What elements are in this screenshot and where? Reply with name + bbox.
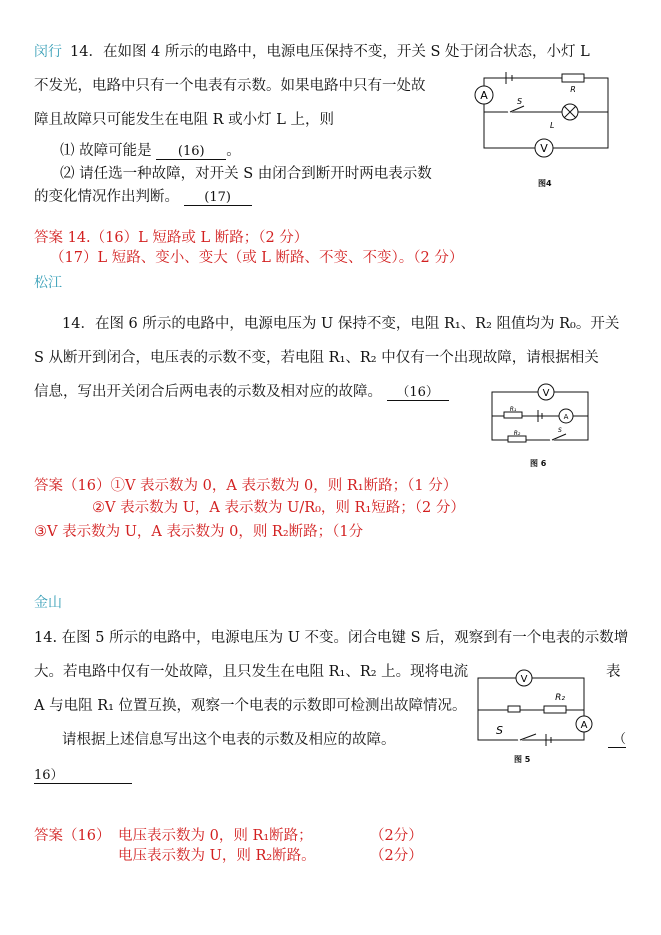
q3-fig-switch-label: S: [496, 724, 503, 737]
q2-fig-ammeter-label: A: [563, 413, 569, 421]
q1-fig-voltmeter-label: V: [540, 142, 548, 155]
q3-blank-open: （: [608, 728, 626, 748]
q3-answer-1: 电压表示数为 0，则 R₁断路；: [118, 828, 313, 844]
q3-line-2-end: 表: [606, 664, 621, 680]
q2-line-2: S 从断开到闭合，电压表的示数不变，若电阻 R₁、R₂ 中仅有一个出现故障，请根据相关: [34, 350, 599, 366]
q2-answer-3: ③V 表示数为 U，A 表示数为 0，则 R₂断路；（1分: [34, 524, 364, 540]
q1-line-4: [60, 139, 241, 160]
q3-answer-2-score: （2分）: [370, 848, 423, 864]
q1-sub1-text: ⑴ 故障可能是: [60, 143, 152, 159]
q3-circuit-figure: [474, 664, 598, 758]
q2-blank-16: （16）: [387, 381, 449, 401]
q1-fig-ammeter-label: A: [480, 89, 488, 102]
q1-blank-16: (16): [156, 144, 226, 160]
q1-circuit-figure: [470, 66, 620, 196]
q3-fig-ammeter-label: A: [580, 720, 588, 731]
q1-line-2: 不发光，电路中只有一个电表有示数。如果电路中只有一处故: [34, 78, 426, 94]
q2-line-1: 14．在图 6 所示的电路中，电源电压为 U 保持不变，电阻 R₁、R₂ 阻值均为 R₀。开关: [62, 316, 620, 332]
q3-line-2: 大。若电路中仅有一处故障，且只发生在电阻 R₁、R₂ 上。现将电流: [34, 664, 469, 680]
q3-line-4: 请根据上述信息写出这个电表的示数及相应的故障。: [62, 732, 396, 748]
q3-blank-16: 16）: [34, 764, 132, 784]
q1-fig-caption: 图4: [538, 179, 552, 188]
q1-fig-resistor-label: R: [570, 85, 576, 94]
q2-circuit-figure: [488, 380, 598, 450]
q1-answer-1: 答案 14.（16）L 短路或 L 断路；（2 分）: [34, 230, 309, 246]
q1-sub1-end: 。: [226, 143, 241, 159]
q2-fig-caption: 图 6: [530, 459, 547, 468]
q3-line-1: 14. 在图 5 所示的电路中，电源电压为 U 不变。闭合电键 S 后，观察到有一个电表的示数增: [34, 630, 629, 646]
q3-fig-voltmeter-label: V: [520, 674, 528, 685]
q1-answer-2: （17）L 短路、变小、变大（或 L 断路、不变、不变）。（2 分）: [50, 250, 464, 266]
q2-answer-2: ②V 表示数为 U，A 表示数为 U/R₀，则 R₁短路；（2 分）: [92, 500, 465, 516]
q2-fig-r1-label: R₁: [509, 406, 517, 413]
q3-region: 金山: [34, 595, 62, 611]
q1-sub2-text: 的变化情况作出判断。: [34, 189, 179, 205]
q2-fig-voltmeter-label: V: [542, 388, 550, 399]
q3-fig-caption: 图 5: [514, 755, 531, 764]
q3-line-5: [34, 764, 132, 784]
q1-text-1: 14．在如图 4 所示的电路中，电源电压保持不变，开关 S 处于闭合状态，小灯 L: [70, 44, 590, 60]
q3-answer-2: 电压表示数为 U，则 R₂断路。: [118, 848, 316, 864]
q1-line-6: [34, 185, 252, 206]
q2-fig-r2-label: R₂: [513, 430, 521, 437]
q3-line-4-end: [608, 728, 626, 748]
q3-answer-prefix: 答案（16）: [34, 828, 111, 844]
q1-line-5: ⑵ 请任选一种故障，对开关 S 由闭合到断开时两电表示数: [60, 166, 432, 182]
q1-blank-17: (17): [184, 190, 252, 206]
q2-line-3-text: 信息，写出开关闭合后两电表的示数及相对应的故障。: [34, 384, 382, 400]
q2-fig-switch-label: S: [558, 427, 562, 434]
q2-region: 松江: [34, 275, 62, 291]
q3-fig-r2-label: R₂: [555, 693, 565, 703]
q2-answer-1: 答案（16）①V 表示数为 0，A 表示数为 0，则 R₁断路；（1 分）: [34, 478, 458, 494]
q1-region: 闵行: [34, 44, 62, 60]
q1-fig-lamp-label: L: [550, 121, 555, 130]
q3-line-3: A 与电阻 R₁ 位置互换，观察一个电表的示数即可检测出故障情况。: [34, 698, 467, 714]
q1-line-1: [34, 40, 590, 61]
q1-fig-switch-label: S: [517, 97, 523, 106]
q3-answer-1-score: （2分）: [370, 828, 423, 844]
q1-line-3: 障且故障只可能发生在电阻 R 或小灯 L 上，则: [34, 112, 334, 128]
q2-line-3: [34, 380, 449, 401]
